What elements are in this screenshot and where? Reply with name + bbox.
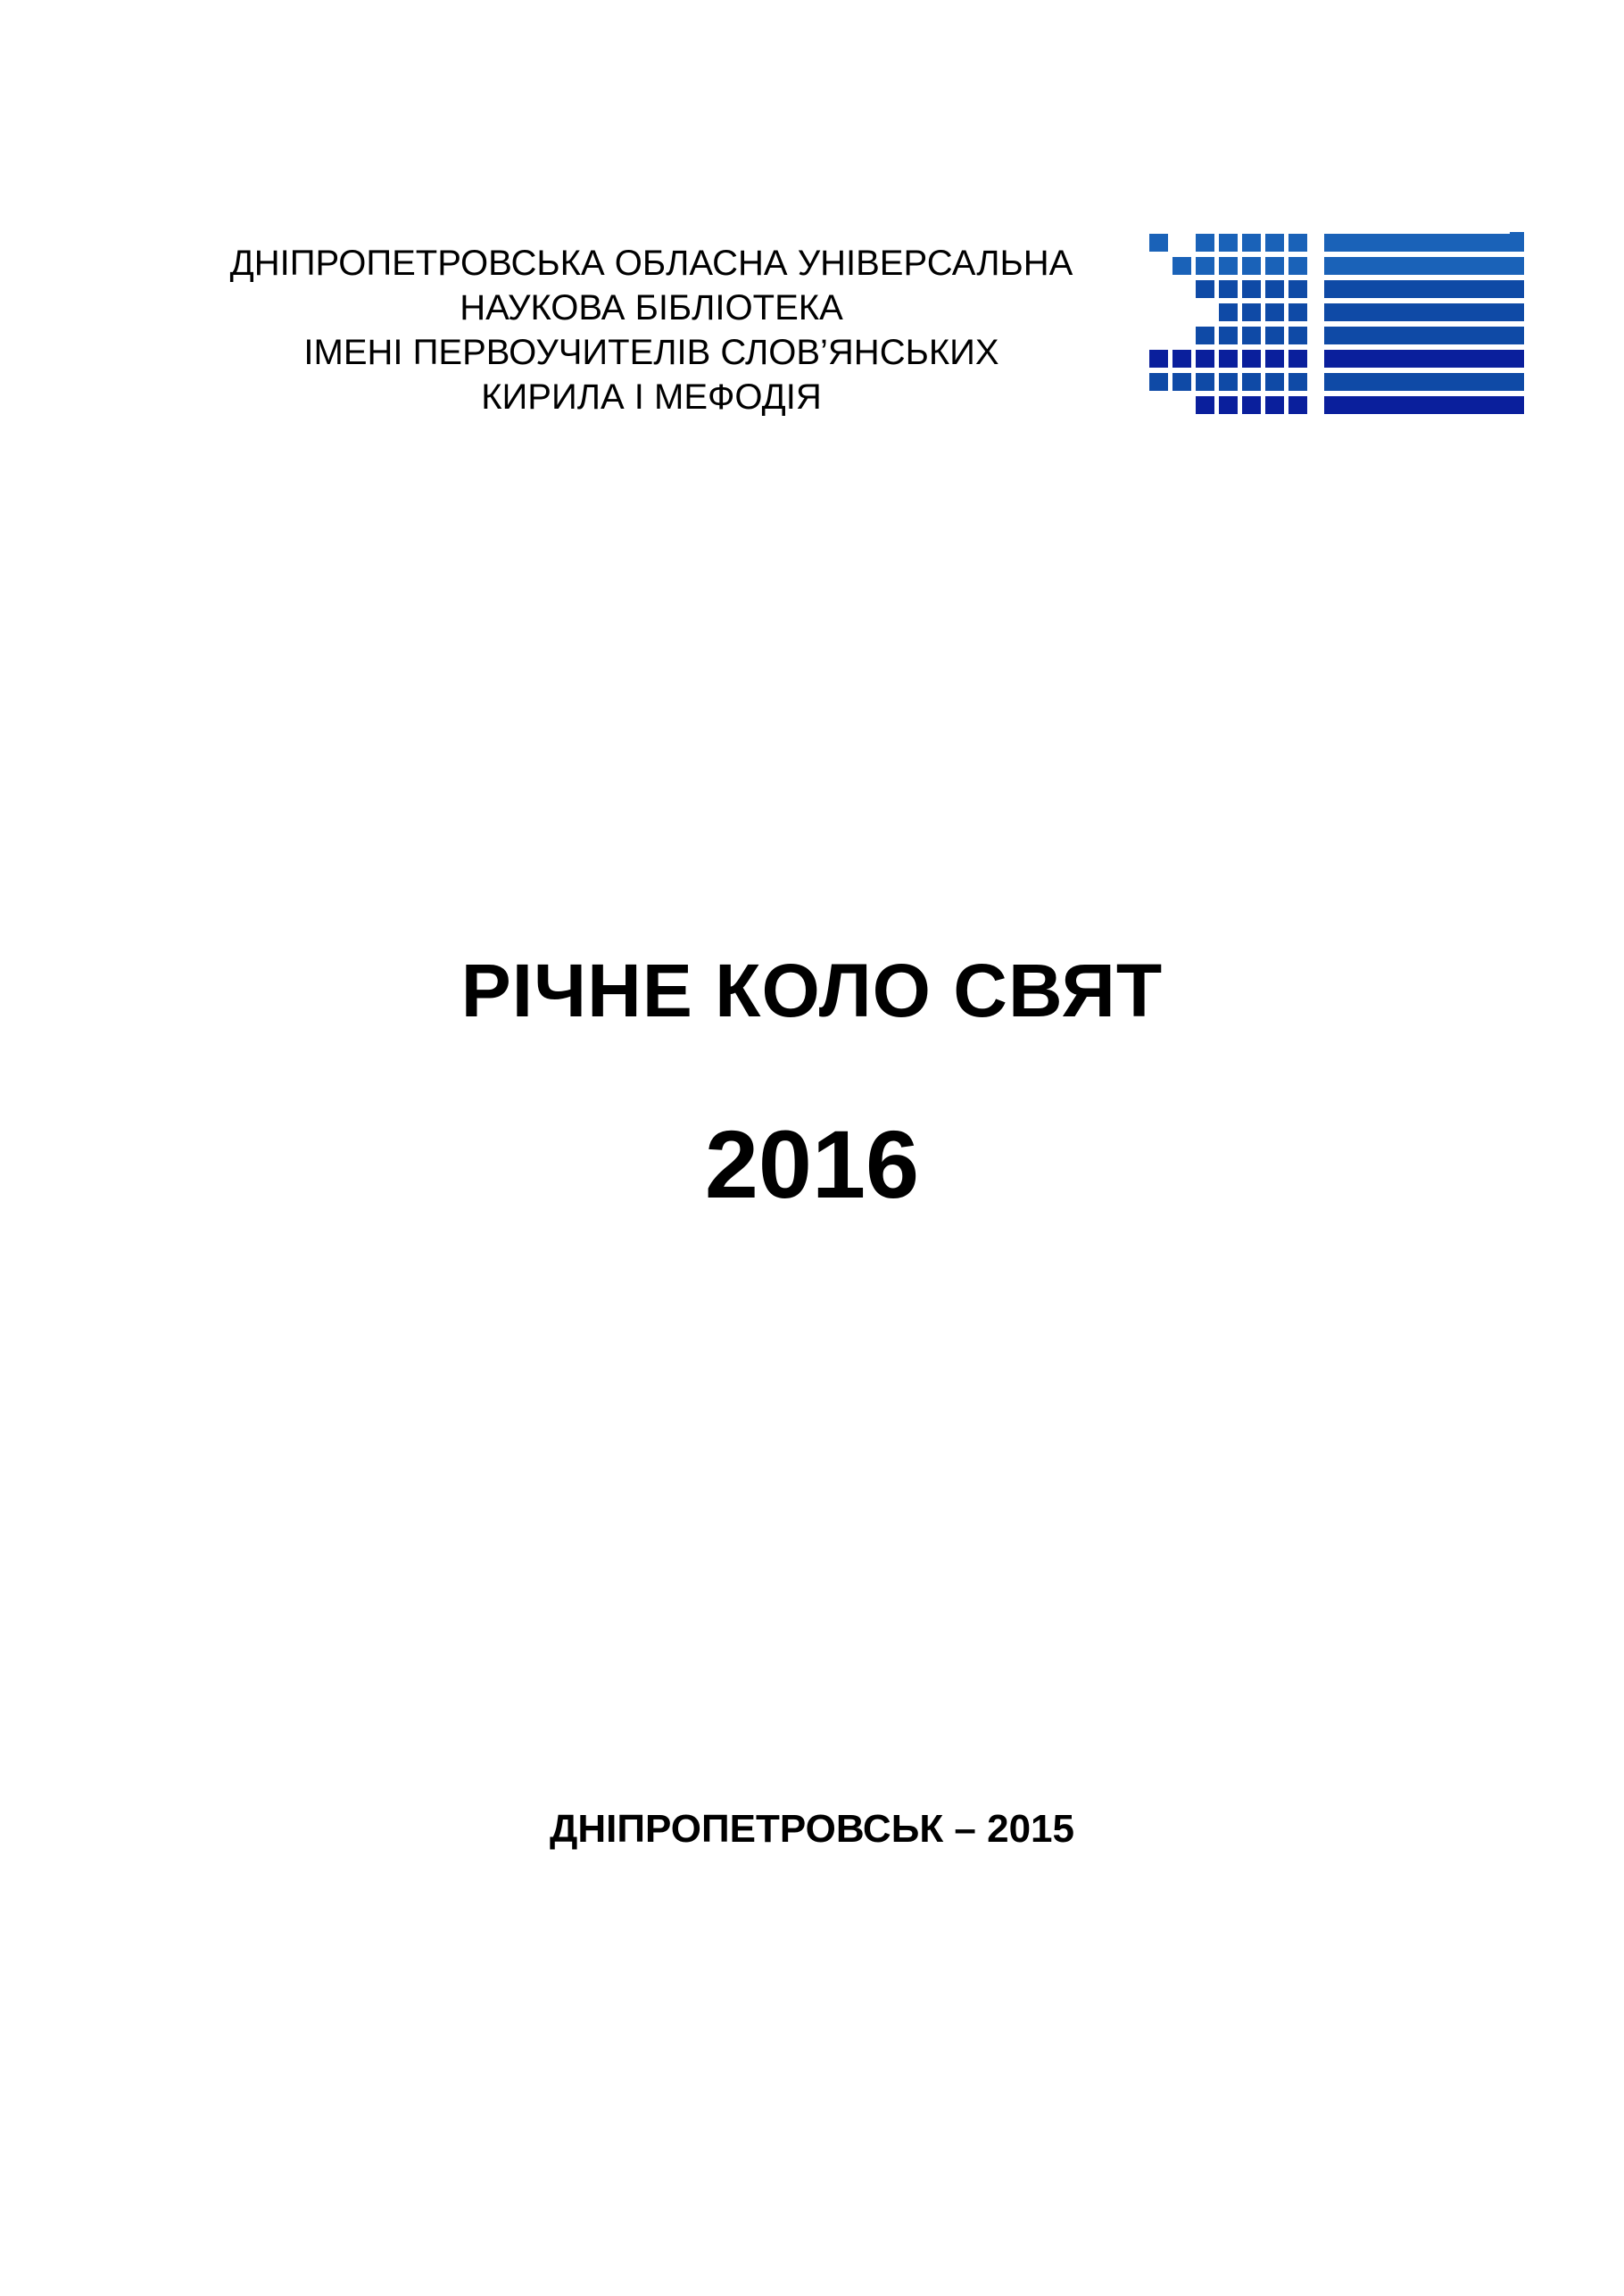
logo-square (1288, 373, 1307, 391)
logo-square (1219, 257, 1238, 275)
logo-square (1196, 280, 1214, 298)
logo-square (1196, 327, 1214, 344)
logo-square (1219, 350, 1238, 368)
library-logo-icon (1149, 232, 1524, 439)
logo-square (1242, 396, 1261, 414)
logo-square (1265, 350, 1284, 368)
document-year: 2016 (704, 1110, 920, 1218)
logo-square (1265, 303, 1284, 321)
org-name-line: НАУКОВА БІБЛІОТЕКА (460, 288, 843, 327)
logo-square (1196, 257, 1214, 275)
logo-square (1288, 303, 1307, 321)
logo-square (1288, 350, 1307, 368)
logo-square (1172, 350, 1191, 368)
logo-square (1196, 373, 1214, 391)
logo-bar (1324, 373, 1524, 391)
logo-square (1242, 257, 1261, 275)
logo-square (1196, 396, 1214, 414)
logo-square (1196, 234, 1214, 252)
logo-square (1242, 303, 1261, 321)
logo-bar (1324, 234, 1524, 252)
logo-square (1149, 373, 1168, 391)
org-name-line: ІМЕНІ ПЕРВОУЧИТЕЛІВ СЛОВ’ЯНСЬКИХ (303, 333, 999, 372)
document-title: РІЧНЕ КОЛО СВЯТ (460, 949, 1164, 1032)
org-name-line: КИРИЛА І МЕФОДІЯ (481, 377, 822, 417)
logo-bar (1324, 350, 1524, 368)
logo-square (1172, 257, 1191, 275)
logo-bar (1324, 327, 1524, 344)
logo-square (1149, 350, 1168, 368)
logo-square (1265, 234, 1284, 252)
logo-square (1149, 234, 1168, 252)
logo-square (1265, 373, 1284, 391)
logo-square (1265, 257, 1284, 275)
logo-square (1219, 234, 1238, 252)
logo-square (1265, 396, 1284, 414)
logo-square (1219, 303, 1238, 321)
publication-imprint: ДНІПРОПЕТРОВСЬК – 2015 (550, 1807, 1074, 1851)
logo-bar (1324, 396, 1524, 414)
logo-bar (1324, 303, 1524, 321)
logo-notch (1510, 232, 1524, 239)
logo-bar (1324, 257, 1524, 275)
organization-header (178, 241, 1124, 419)
logo-square (1219, 396, 1238, 414)
logo-square (1196, 350, 1214, 368)
logo-square (1242, 234, 1261, 252)
logo-square (1288, 396, 1307, 414)
logo-square (1242, 350, 1261, 368)
logo-square (1265, 280, 1284, 298)
logo-square (1288, 280, 1307, 298)
logo-square (1219, 373, 1238, 391)
logo-square (1219, 280, 1238, 298)
logo-square (1288, 257, 1307, 275)
logo-square (1242, 327, 1261, 344)
logo-square (1242, 280, 1261, 298)
logo-square (1288, 234, 1307, 252)
logo-square (1265, 327, 1284, 344)
logo-square (1288, 327, 1307, 344)
logo-bar (1324, 280, 1524, 298)
logo-square (1172, 373, 1191, 391)
logo-square (1242, 373, 1261, 391)
org-name-line: ДНІПРОПЕТРОВСЬКА ОБЛАСНА УНІВЕРСАЛЬНА (229, 244, 1073, 283)
logo-square (1219, 327, 1238, 344)
